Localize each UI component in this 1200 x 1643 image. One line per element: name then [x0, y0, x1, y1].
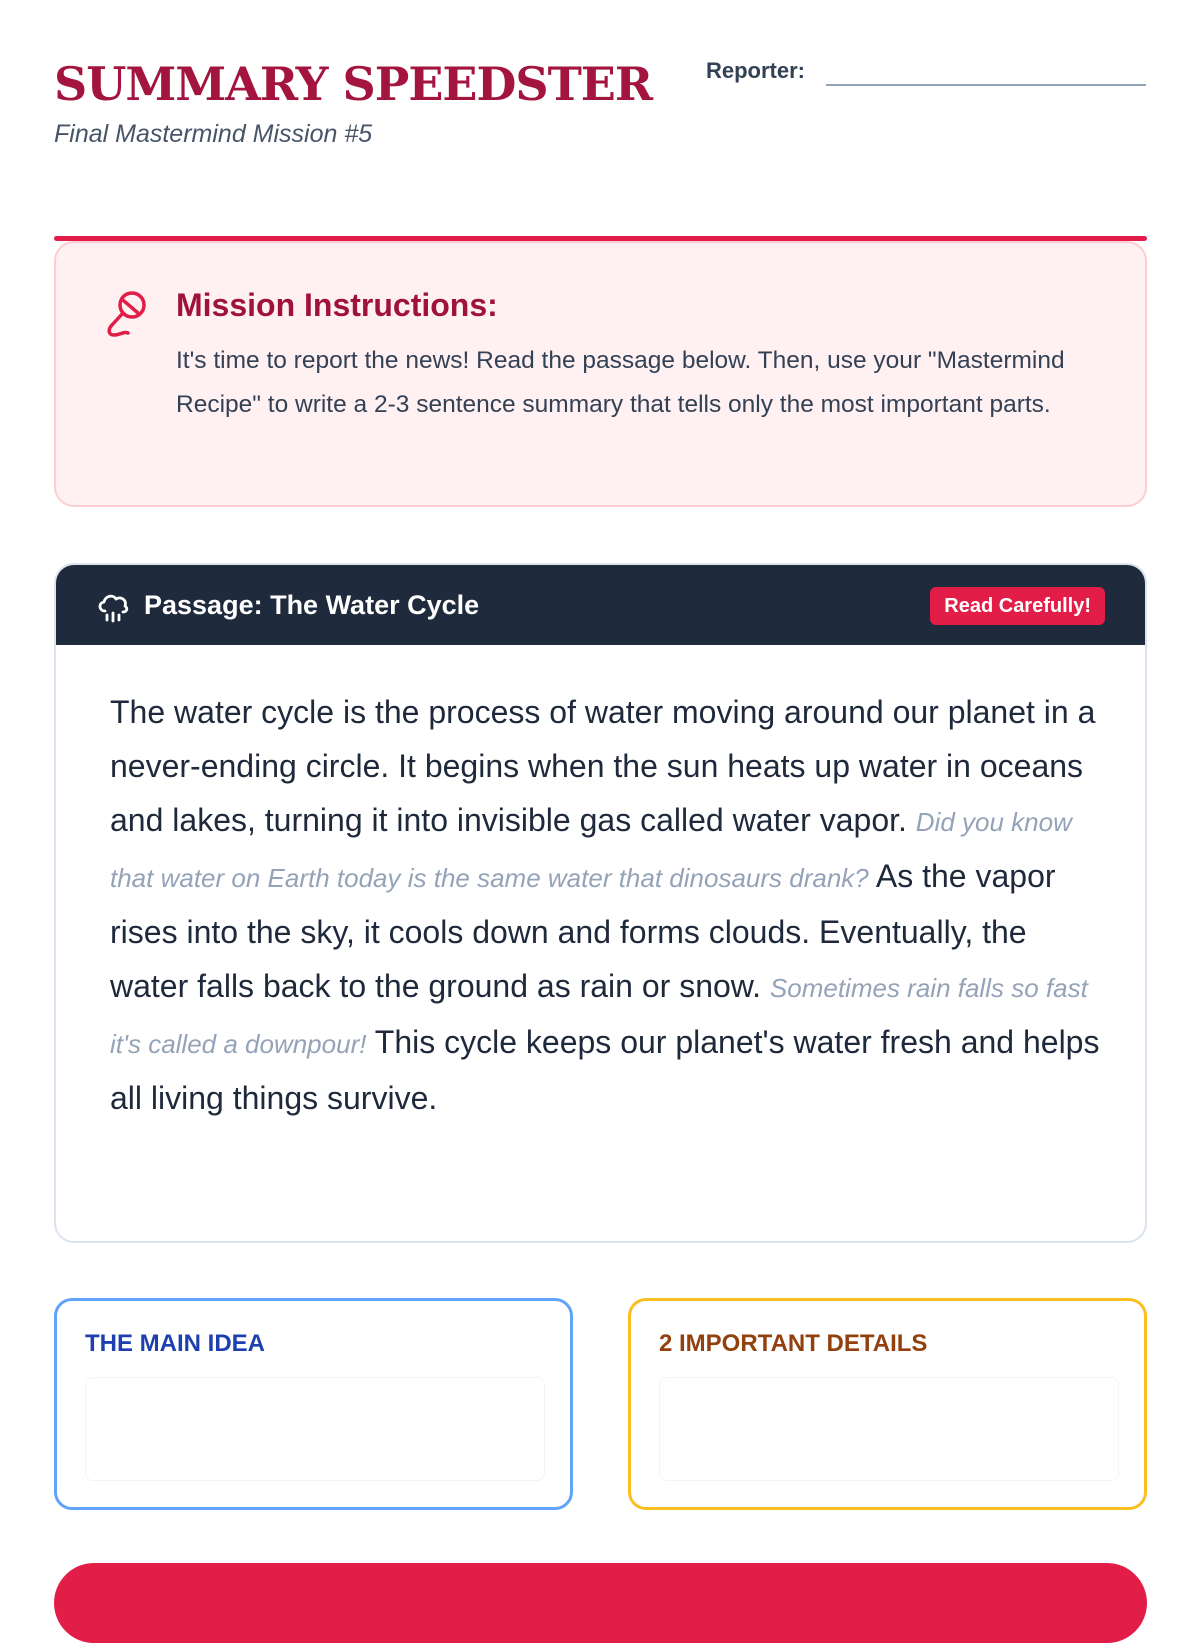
passage-sentence: This cycle keeps our planet's water fresh and helps all living things survive.: [110, 1024, 1100, 1116]
worksheet-header: [54, 56, 1147, 186]
important-details-input[interactable]: [659, 1377, 1119, 1481]
mission-instructions-box: [54, 241, 1147, 507]
main-idea-box: [54, 1298, 573, 1510]
passage-sentence: As the vapor rises into the sky, it cools down and forms clouds. Eventually, the water falls back to the ground as rain or snow.: [110, 858, 1056, 1004]
passage-header: [56, 565, 1145, 645]
reporter-name-line[interactable]: [826, 84, 1146, 86]
fun-fact-aside: Did you know that water on Earth today is the same water that dinosaurs drank?: [110, 807, 1072, 893]
passage-card: [54, 563, 1147, 1243]
instructions-text: It's time to report the news! Read the passage below. Then, use your "Mastermind Recipe" to write a 2-3 sentence summary that tells only the most important parts.: [176, 347, 1065, 418]
worksheet-page: [54, 0, 1147, 1600]
main-idea-input[interactable]: [85, 1377, 545, 1481]
reporter-field: [706, 56, 1147, 88]
instructions-title: Mission Instructions:: [176, 287, 498, 323]
microphone-icon: [104, 287, 150, 339]
summary-section-banner: [54, 1563, 1147, 1643]
important-details-label: 2 IMPORTANT DETAILS: [659, 1330, 928, 1357]
main-idea-label: THE MAIN IDEA: [85, 1330, 265, 1357]
passage-title: Passage: The Water Cycle: [144, 590, 480, 620]
passage-text: [110, 685, 1100, 1125]
passage-sentence: The water cycle is the process of water moving around our planet in a never-ending circle. It begins when the sun heats up water in oceans and lakes, turning it into invisible gas called water vapor.: [110, 694, 1096, 838]
page-subtitle: Final Mastermind Mission #5: [54, 120, 373, 148]
read-carefully-badge: Read Carefully!: [930, 587, 1105, 625]
page-title: SUMMARY SPEEDSTER: [54, 57, 653, 111]
fun-fact-aside: Sometimes rain falls so fast it's called a downpour!: [110, 973, 1088, 1059]
rain-cloud-icon: [96, 591, 130, 623]
important-details-box: [628, 1298, 1147, 1510]
reporter-label: Reporter:: [706, 58, 806, 83]
